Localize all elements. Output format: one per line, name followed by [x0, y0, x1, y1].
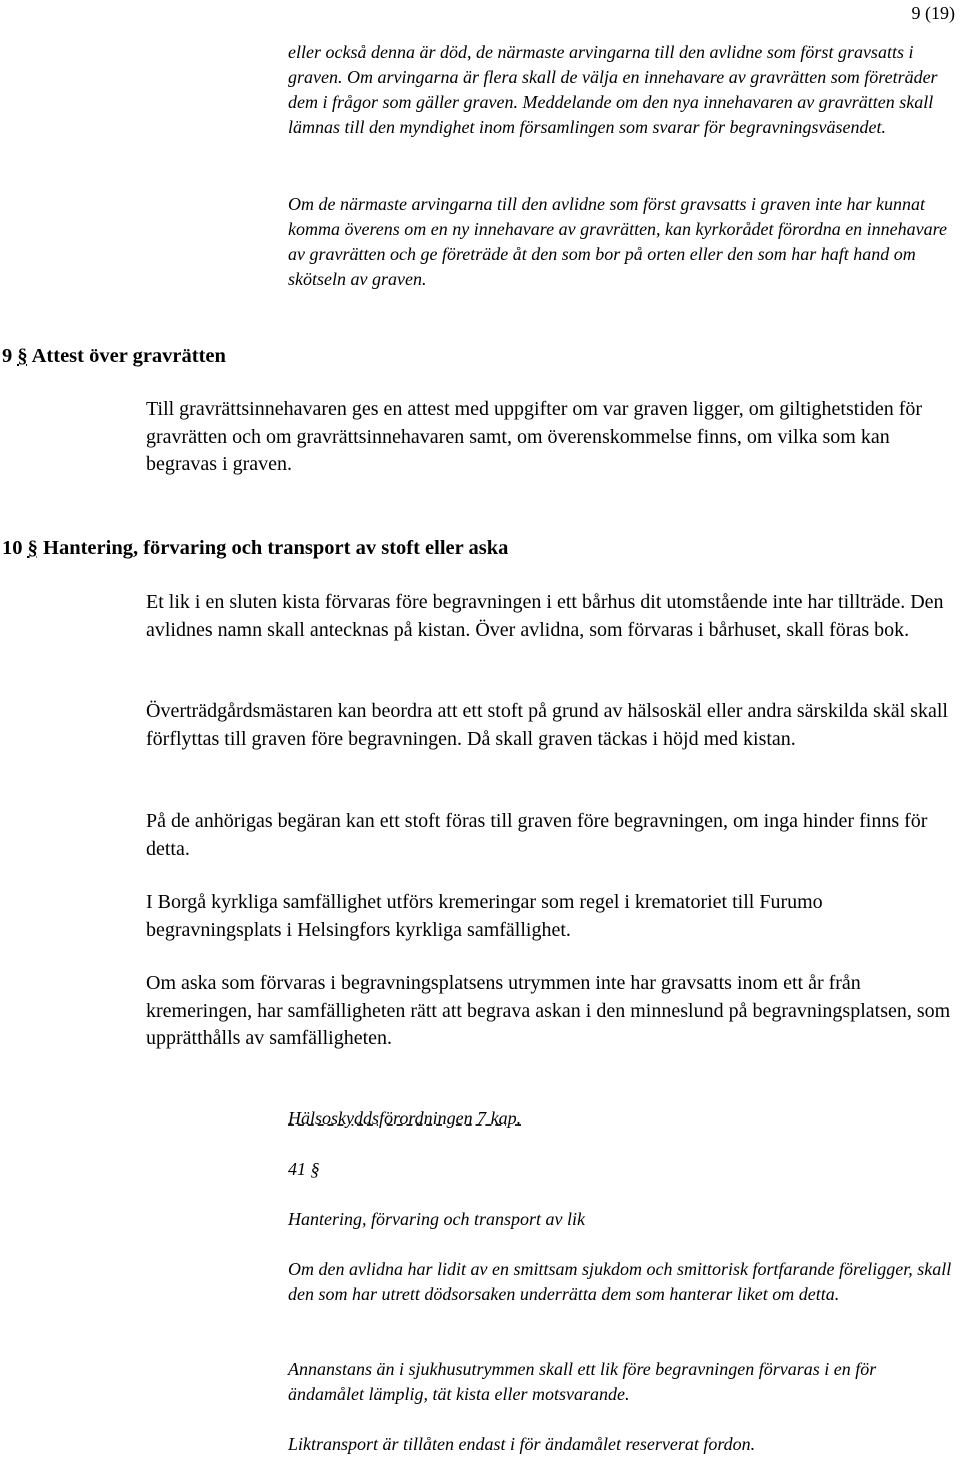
section-heading: [2, 343, 226, 369]
body-paragraph: Et lik i en sluten kista förvaras före begravningen i ett bårhus dit utomstående inte har tillträde. Den avlidnes namn skall antecknas på kistan. Över avlidna, som förvaras i bårhuset, skall föras bok.: [146, 591, 944, 641]
section-sign: §: [27, 537, 38, 559]
body-paragraph: Överträdgårdsmästaren kan beordra att ett stoft på grund av hälsoskäl eller andra särskilda skäl skall förflyttas till graven före begravningen. Då skall graven täckas i höjd med kistan.: [146, 700, 948, 750]
quote-section-number: 41 §: [288, 1159, 320, 1179]
quote-paragraph: Om den avlidna har lidit av en smittsam sjukdom och smittorisk fortfarande föreligger, skall den som har utrett dödsorsaken underrätta dem som hanterar liket om detta.: [288, 1259, 952, 1304]
section-sign: §: [17, 345, 28, 367]
body-paragraph: Till gravrättsinnehavaren ges en attest med uppgifter om var graven ligger, om giltighetstiden för gravrätten och om gravrättsinnehavaren samt, om överenskommelse finns, om vilka som kan begravas i graven.: [146, 398, 923, 475]
section-title: Hantering, förvaring och transport av stoft eller aska: [43, 537, 509, 559]
body-paragraph: I Borgå kyrkliga samfällighet utförs kremeringar som regel i krematoriet till Furumo begravningsplats i Helsingfors kyrkliga samfällighet.: [146, 891, 823, 941]
quote-reference: [288, 1106, 953, 1131]
body-paragraph: Om aska som förvaras i begravningsplatsens utrymmen inte har gravsatts inom ett år från kremeringen, har samfälligheten rätt att begrava askan i den minneslund på begravningsplatsen, som upprätthålls av samfälligheten.: [146, 972, 951, 1049]
section-number: 9: [2, 345, 13, 367]
reference-title: Hälsoskyddsförordningen 7 kap.: [288, 1108, 522, 1128]
section-title: Attest över gravrätten: [31, 345, 226, 367]
body-paragraph: På de anhörigas begäran kan ett stoft föras till graven före begravningen, om inga hinder finns för detta.: [146, 810, 928, 860]
quote-paragraph: Annanstans än i sjukhusutrymmen skall ett lik före begravningen förvaras i en för ändamålet lämplig, tät kista eller motsvarande.: [288, 1359, 877, 1404]
section-heading: [2, 535, 508, 561]
quote-title: Hantering, förvaring och transport av lik: [288, 1209, 585, 1229]
section-number: 10: [2, 537, 23, 559]
quote-paragraph: Liktransport är tillåten endast i för ändamålet reserverat fordon.: [288, 1434, 756, 1454]
quote-paragraph: eller också denna är död, de närmaste arvingarna till den avlidne som först gravsatts i graven. Om arvingarna är flera skall de välja en innehavare av gravrätten som företräder dem i frågor som gäller graven. Meddelande om den nya innehavaren av gravrätten skall lämnas till den myndighet inom församlingen som svarar för begravningsväsendet.: [288, 42, 938, 137]
page-number: 9 (19): [911, 3, 955, 23]
quote-paragraph: Om de närmaste arvingarna till den avlidne som först gravsatts i graven inte har kunnat komma överens om en ny innehavare av gravrätten, kan kyrkorådet förordna en innehavare av gravrätten och ge företräde åt den som bor på orten eller den som har haft hand om skötseln av graven.: [288, 194, 947, 289]
